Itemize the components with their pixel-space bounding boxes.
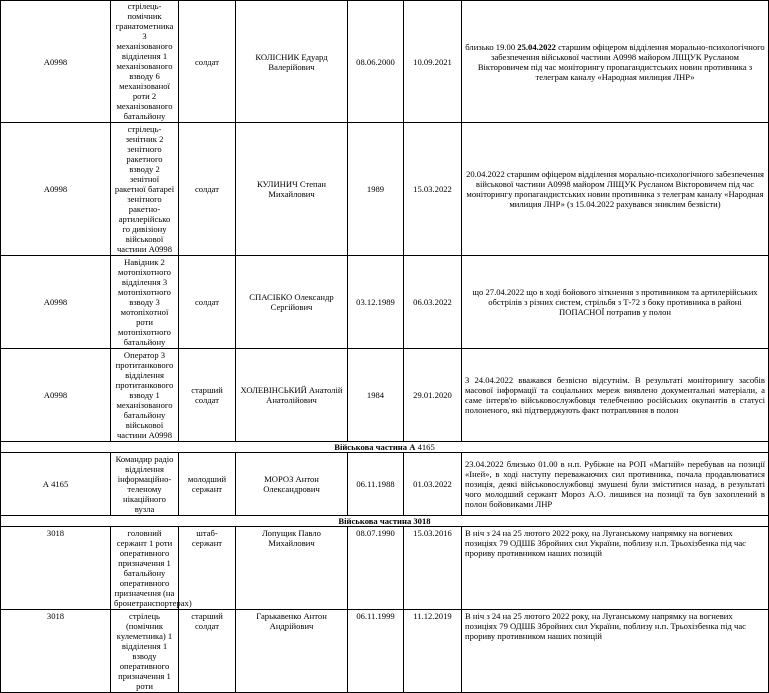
table-row xyxy=(1,349,769,442)
unit-cell: 3018 xyxy=(1,527,111,610)
table-row xyxy=(1,610,769,693)
position-cell: стрілець-зенітник 2 зенітного ракетного взводу 2 зенітної ракетної батареї зенітного ракетно-артилерійсько го дивізіону військової частини А0998 xyxy=(111,123,179,256)
circumstances-cell xyxy=(462,1,769,123)
circumstances-cell: З 24.04.2022 вважався безвісно відсутнім. В результаті моніторингу засобів масової інформації та соціальних мереж виявлено документальні матеріали, а саме інтерв'ю військовослужбовця телебченню російських окупантів в статусі полоненого, які підтверджують факт потрапляння в полон xyxy=(462,349,769,442)
circumstances-text-post: старшим офіцером відділення морально-психологічного забезпечення військової частини А0998 майором ЛІЩУК Русланом Вікторовичем під час моніторингу пропагандистських новин противника з телеграм каналу «Народная милиция ЛНР» xyxy=(477,41,765,82)
rank-cell: солдат xyxy=(179,1,236,123)
unit-cell: A0998 xyxy=(1,349,111,442)
position-cell: Командир радіо відділення інформаційно-теленому нікаційного вузла xyxy=(111,453,179,516)
service-date-cell: 15.03.2016 xyxy=(404,527,462,610)
section-header-row xyxy=(1,516,769,527)
birth-date-cell: 1984 xyxy=(348,349,404,442)
position-cell: стрілець (помічник кулеметника) 1 відділення 1 взводу оперативного призначення 1 роти xyxy=(111,610,179,693)
position-cell: Навідник 2 мотопіхотного відділення 3 мотопіхотного взводу 3 мотопіхотної роти мотопіхотного батальйону xyxy=(111,256,179,349)
rank-cell: старший солдат xyxy=(179,349,236,442)
circumstances-cell: 20.04.2022 старшим офіцером відділення морально-психологічного забезпечення військової частини А0998 майором ЛІЩУК Русланом Вікторовичем під час моніторингу пропагандистських новин противника з телеграм каналу «Народная милиция ЛНР» (з 15.04.2022 рахувався зниклим безвісти) xyxy=(462,123,769,256)
circumstances-text-pre: близько 19.00 xyxy=(465,41,518,52)
service-date-cell: 29.01.2020 xyxy=(404,349,462,442)
section-header xyxy=(1,442,769,453)
circumstances-date-bold: 25.04.2022 xyxy=(517,41,556,52)
service-date-cell: 10.09.2021 xyxy=(404,1,462,123)
name-cell: КУЛИНИЧ Степан Михайлович xyxy=(236,123,348,256)
service-date-cell: 11.12.2019 xyxy=(404,610,462,693)
birth-date-cell: 08.07.1990 xyxy=(348,527,404,610)
unit-cell: A0998 xyxy=(1,1,111,123)
section-header-row xyxy=(1,442,769,453)
table-row xyxy=(1,453,769,516)
section-number: 4165 xyxy=(417,442,435,452)
name-cell: КОЛІСНИК Едуард Валерійович xyxy=(236,1,348,123)
circumstances-cell: В ніч з 24 на 25 лютого 2022 року, на Луганському напрямку на вогневих позиціях 79 ОДШБ Збройних сил України, поблизу н.п. Трьохізбенка під час прориву противником наших позицій xyxy=(462,610,769,693)
birth-date-cell: 1989 xyxy=(348,123,404,256)
unit-cell: A0998 xyxy=(1,123,111,256)
circumstances-cell: 23.04.2022 близько 01.00 в н.п. Рубіжне на РОП «Магній» перебував на позиції «Іней», в ході наступу переважаючих сил противника, почала продавлюватися позиція, деякі військовослужбовці змушені були зміститися назад, в результаті чого молодший сержант Мороз А.О. лишився на позиції та був захоплений в полон бойовиками ЛНР xyxy=(462,453,769,516)
name-cell: МОРОЗ Антон Олександрович xyxy=(236,453,348,516)
position-cell: стрілець-помічник гранатометника 3 механізованого відділення 1 механізованого взводу 6 механізованої роти 2 механізованого батальйону xyxy=(111,1,179,123)
name-cell: Лопущик Павло Михайлович xyxy=(236,527,348,610)
rank-cell: штаб-сержант xyxy=(179,527,236,610)
rank-cell: молодший сержант xyxy=(179,453,236,516)
table-row xyxy=(1,527,769,610)
circumstances-cell: В ніч з 24 на 25 лютого 2022 року, на Луганському напрямку на вогневих позиціях 79 ОДШБ Збройних сил України, поблизу н.п. Трьохізбенка під час прориву противником наших позицій xyxy=(462,527,769,610)
rank-cell: солдат xyxy=(179,123,236,256)
service-date-cell: 01.03.2022 xyxy=(404,453,462,516)
section-label: Військова частина А xyxy=(334,442,416,452)
birth-date-cell: 08.06.2000 xyxy=(348,1,404,123)
circumstances-cell: що 27.04.2022 що в ході бойового зіткнення з противником та артилерійських обстрілів з різних систем, стрільбя з Т-72 з боку противника в районі ПОПАСНОЇ потрапив у полон xyxy=(462,256,769,349)
service-date-cell: 06.03.2022 xyxy=(404,256,462,349)
section-header: Військова частина 3018 xyxy=(1,516,769,527)
position-cell: головний сержант 1 роти оперативного призначення 1 батальйону оперативного призначення (на бронетранспортерах) xyxy=(111,527,179,610)
unit-cell: А 4165 xyxy=(1,453,111,516)
rank-cell: старший солдат xyxy=(179,610,236,693)
position-cell: Оператор 3 протитанкового відділення протитанкового взводу 1 механізованого батальйону військової частини А0998 xyxy=(111,349,179,442)
table-row xyxy=(1,1,769,123)
birth-date-cell: 06.11.1988 xyxy=(348,453,404,516)
name-cell: ХОЛЕВІНСЬКИЙ Анатолій Анатолійович xyxy=(236,349,348,442)
birth-date-cell: 06.11.1999 xyxy=(348,610,404,693)
rank-cell: солдат xyxy=(179,256,236,349)
table-row xyxy=(1,123,769,256)
unit-cell: A0998 xyxy=(1,256,111,349)
name-cell: Гарькавенко Антон Андрійович xyxy=(236,610,348,693)
unit-cell: 3018 xyxy=(1,610,111,693)
service-date-cell: 15.03.2022 xyxy=(404,123,462,256)
name-cell: СПАСІБКО Олександр Сергійович xyxy=(236,256,348,349)
birth-date-cell: 03.12.1989 xyxy=(348,256,404,349)
table-row xyxy=(1,256,769,349)
